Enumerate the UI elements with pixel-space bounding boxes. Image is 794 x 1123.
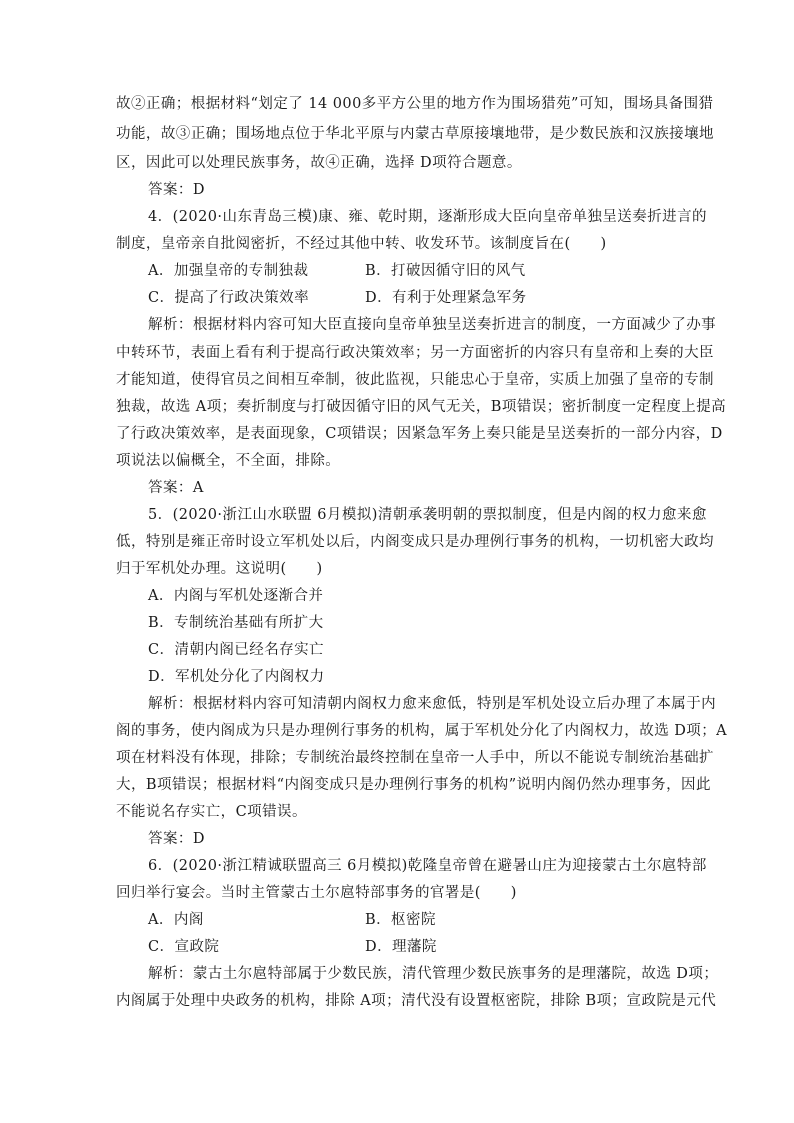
question-6-stem: 回归举行宴会。当时主管蒙古土尔扈特部事务的官署是( ): [116, 885, 517, 901]
analysis-line: 中转环节，表面上看有利于提高行政决策效率；另一方面密折的内容只有皇帝和上奏的大臣: [116, 345, 714, 361]
question-5-stem: 5．(2020·浙江山水联盟 6月模拟)清朝承袭明朝的票拟制度，但是内阁的权力愈来愈: [148, 507, 707, 523]
intro-line: 区，因此可以处理民族事务，故④正确，选择 D项符合题意。: [116, 155, 522, 171]
analysis-line: 项在材料没有体现，排除；专制统治最终控制在皇帝一人手中，所以不能说专制统治基础扩: [116, 750, 714, 766]
question-5-stem: 归于军机处办理。这说明( ): [116, 561, 323, 577]
option-a: A．内阁与军机处逐渐合并: [148, 588, 324, 604]
analysis-line: 不能说名存实亡，C项错误。: [116, 804, 307, 820]
option-a: A．内阁: [148, 912, 204, 928]
analysis-line: 阁的事务，使内阁成为只是办理例行事务的机构，属于军机处分化了内阁权力，故选 D项；A: [116, 723, 728, 739]
option-d: D．有利于处理紧急军务: [365, 290, 527, 306]
option-b: B．专制统治基础有所扩大: [148, 615, 324, 631]
analysis-line: 解析：蒙古土尔扈特部属于少数民族，清代管理少数民族事务的是理藩院，故选 D项；: [148, 966, 719, 982]
option-c: C．宣政院: [148, 939, 220, 955]
question-4-stem: 制度，皇帝亲自批阅密折，不经过其他中转、收发环节。该制度旨在( ): [116, 236, 607, 252]
option-d: D．理藩院: [365, 939, 437, 955]
intro-line: 功能，故③正确；围场地点位于华北平原与内蒙古草原接壤地带，是少数民族和汉族接壤地: [116, 126, 714, 142]
answer-text: 答案：D: [148, 831, 205, 847]
option-c: C．提高了行政决策效率: [148, 290, 310, 306]
answer-text: 答案：A: [148, 480, 204, 496]
answer-text: 答案：D: [148, 182, 205, 198]
question-4-stem: 4．(2020·山东青岛三模)康、雍、乾时期，逐渐形成大臣向皇帝单独呈送奏折进言的: [148, 209, 707, 225]
analysis-line: 解析：根据材料内容可知清朝内阁权力愈来愈低，特别是军机处设立后办理了本属于内: [148, 696, 717, 712]
analysis-line: 才能知道，使得官员之间相互牵制，彼此监视，只能忠心于皇帝，实质上加强了皇帝的专制: [116, 372, 714, 388]
analysis-line: 了行政决策效率，是表面现象，C项错误；因紧急军务上奏只能是呈送奏折的一部分内容，D: [116, 426, 723, 442]
question-6-stem: 6．(2020·浙江精诚联盟高三 6月模拟)乾隆皇帝曾在避暑山庄为迎接蒙古土尔扈特部: [148, 858, 707, 874]
option-c: C．清朝内阁已经名存实亡: [148, 642, 324, 658]
analysis-line: 大，B项错误；根据材料“内阁变成只是办理例行事务的机构”说明内阁仍然办理事务，因此: [116, 777, 711, 793]
analysis-line: 独裁，故选 A项；奏折制度与打破因循守旧的风气无关，B项错误；密折制度一定程度上提高: [116, 399, 727, 415]
option-a: A．加强皇帝的专制独裁: [148, 263, 309, 279]
analysis-line: 项说法以偏概全，不全面，排除。: [116, 453, 341, 469]
option-b: B．打破因循守旧的风气: [365, 263, 526, 279]
analysis-line: 解析：根据材料内容可知大臣直接向皇帝单独呈送奏折进言的制度，一方面减少了办事: [148, 317, 717, 333]
option-d: D．军机处分化了内阁权力: [148, 669, 325, 685]
option-b: B．枢密院: [365, 912, 436, 928]
question-5-stem: 低，特别是雍正帝时设立军机处以后，内阁变成只是办理例行事务的机构，一切机密大政均: [116, 534, 714, 550]
analysis-line: 内阁属于处理中央政务的机构，排除 A项；清代没有设置枢密院，排除 B项；宣政院是元代: [116, 993, 717, 1009]
intro-line: 故②正确；根据材料“划定了 14 000多平方公里的地方作为围场猎苑”可知，围场具备围猎: [116, 96, 714, 112]
